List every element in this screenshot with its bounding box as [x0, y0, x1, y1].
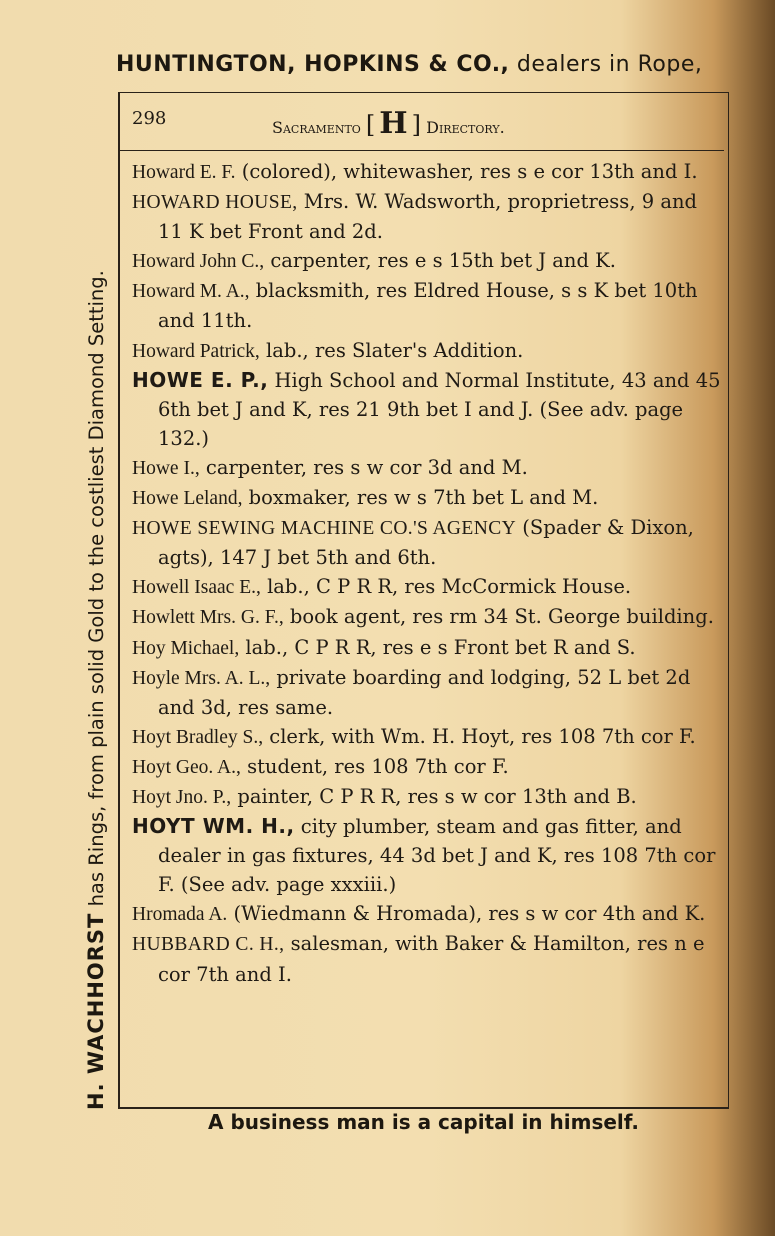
- entry-details: salesman, with Baker & Hamilton, res n e cor 7th and I.: [158, 932, 705, 986]
- entry-name: HUBBARD C. H.,: [132, 934, 285, 956]
- entry-details: city plumber, steam and gas fitter, and dealer in gas fixtures, 44 3d bet J and K, res 108 7th cor F. (See adv. page xxxiii.): [158, 815, 716, 897]
- entry-details: carpenter, res e s 15th bet J and K.: [264, 249, 616, 273]
- entry-details: lab., C P R R, res e s Front bet R and S.: [239, 635, 636, 659]
- directory-entry: [132, 929, 722, 988]
- entry-name: Hromada A.: [132, 904, 228, 926]
- side-ad-text: has Rings, from plain solid Gold to the costliest Diamond Setting.: [85, 270, 108, 913]
- entry-name: Howard Patrick,: [132, 340, 260, 362]
- entry-details: book agent, res rm 34 St. George building.: [283, 605, 714, 629]
- running-header: [132, 104, 712, 141]
- bottom-advertisement: A business man is a capital in himself.: [208, 1110, 639, 1134]
- top-advertisement: [116, 52, 736, 92]
- top-ad-firm: HUNTINGTON, HOPKINS & CO.,: [116, 52, 510, 77]
- side-ad-name: H. WACHHORST: [84, 912, 108, 1110]
- directory-entry: [132, 899, 722, 929]
- directory-entry: [132, 453, 722, 483]
- header-open-bracket: [: [365, 111, 376, 139]
- entry-details: (Spader & Dixon, agts), 147 J bet 5th and 6th.: [158, 516, 694, 570]
- entry-name: HOWE E. P.,: [132, 367, 269, 392]
- side-advertisement: [84, 90, 114, 1110]
- directory-entry: [132, 336, 722, 366]
- directory-entry: [132, 246, 722, 276]
- entry-name: HOWARD HOUSE,: [132, 192, 298, 214]
- entry-details: lab., res Slater's Addition.: [259, 338, 524, 362]
- directory-entries: [132, 157, 722, 989]
- top-ad-tail: dealers in Rope,: [509, 52, 703, 77]
- entry-name: Hoy Michael,: [132, 637, 240, 659]
- entry-details: High School and Normal Institute, 43 and 45 6th bet J and K, res 21 9th bet I and J. (See adv. page 132.): [158, 368, 721, 450]
- header-rule: [120, 150, 724, 151]
- header-letter: H: [379, 106, 408, 141]
- entry-name: Hoyt Jno. P.,: [132, 786, 232, 808]
- directory-entry: [132, 157, 722, 187]
- directory-entry: [132, 366, 722, 453]
- entry-details: carpenter, res s w cor 3d and M.: [199, 455, 528, 479]
- header-close-bracket: ]: [411, 111, 422, 139]
- entry-details: Mrs. W. Wadsworth, proprietress, 9 and 11 K bet Front and 2d.: [158, 190, 697, 244]
- entry-details: student, res 108 7th cor F.: [240, 754, 509, 778]
- directory-entry: [132, 812, 722, 899]
- directory-entry: [132, 513, 722, 572]
- entry-name: HOWE SEWING MACHINE CO.'S AGENCY: [132, 518, 517, 540]
- header-title: [272, 106, 505, 141]
- header-left-word: Sacramento: [272, 118, 361, 137]
- entry-details: clerk, with Wm. H. Hoyt, res 108 7th cor F.: [263, 724, 696, 748]
- entry-name: Hoyt Bradley S.,: [132, 726, 264, 748]
- entry-details: (Wiedmann & Hromada), res s w cor 4th and K.: [227, 902, 706, 926]
- directory-entry: [132, 276, 722, 335]
- entry-details: private boarding and lodging, 52 L bet 2d and 3d, res same.: [158, 665, 691, 719]
- entry-details: blacksmith, res Eldred House, s s K bet 10th and 11th.: [158, 279, 698, 333]
- directory-entry: [132, 483, 722, 513]
- directory-entry: [132, 633, 722, 663]
- entry-details: lab., C P R R, res McCormick House.: [260, 575, 632, 599]
- directory-entry: [132, 602, 722, 632]
- entry-name: Howard E. F.: [132, 162, 236, 183]
- entry-name: Hoyt Geo. A.,: [132, 756, 241, 778]
- entry-details: (colored), whitewasher, res s e cor 13th and I.: [235, 160, 698, 183]
- directory-entry: [132, 187, 722, 246]
- page-number: 298: [132, 108, 167, 129]
- entry-name: Howard M. A.,: [132, 281, 250, 303]
- directory-entry: [132, 572, 722, 602]
- directory-entry: [132, 722, 722, 752]
- entry-name: Howlett Mrs. G. F.,: [132, 607, 284, 629]
- entry-name: Howe I.,: [132, 457, 200, 479]
- header-right-word: Directory.: [426, 118, 505, 137]
- entry-name: Howe Leland,: [132, 488, 243, 510]
- entry-name: Howell Isaac E.,: [132, 577, 261, 599]
- entry-details: painter, C P R R, res s w cor 13th and B.: [231, 784, 637, 808]
- entry-name: HOYT WM. H.,: [132, 814, 295, 839]
- entry-name: Hoyle Mrs. A. L.,: [132, 667, 271, 689]
- directory-entry: [132, 752, 722, 782]
- entry-details: boxmaker, res w s 7th bet L and M.: [242, 486, 599, 510]
- directory-entry: [132, 782, 722, 812]
- directory-entry: [132, 663, 722, 722]
- entry-name: Howard John C.,: [132, 251, 265, 273]
